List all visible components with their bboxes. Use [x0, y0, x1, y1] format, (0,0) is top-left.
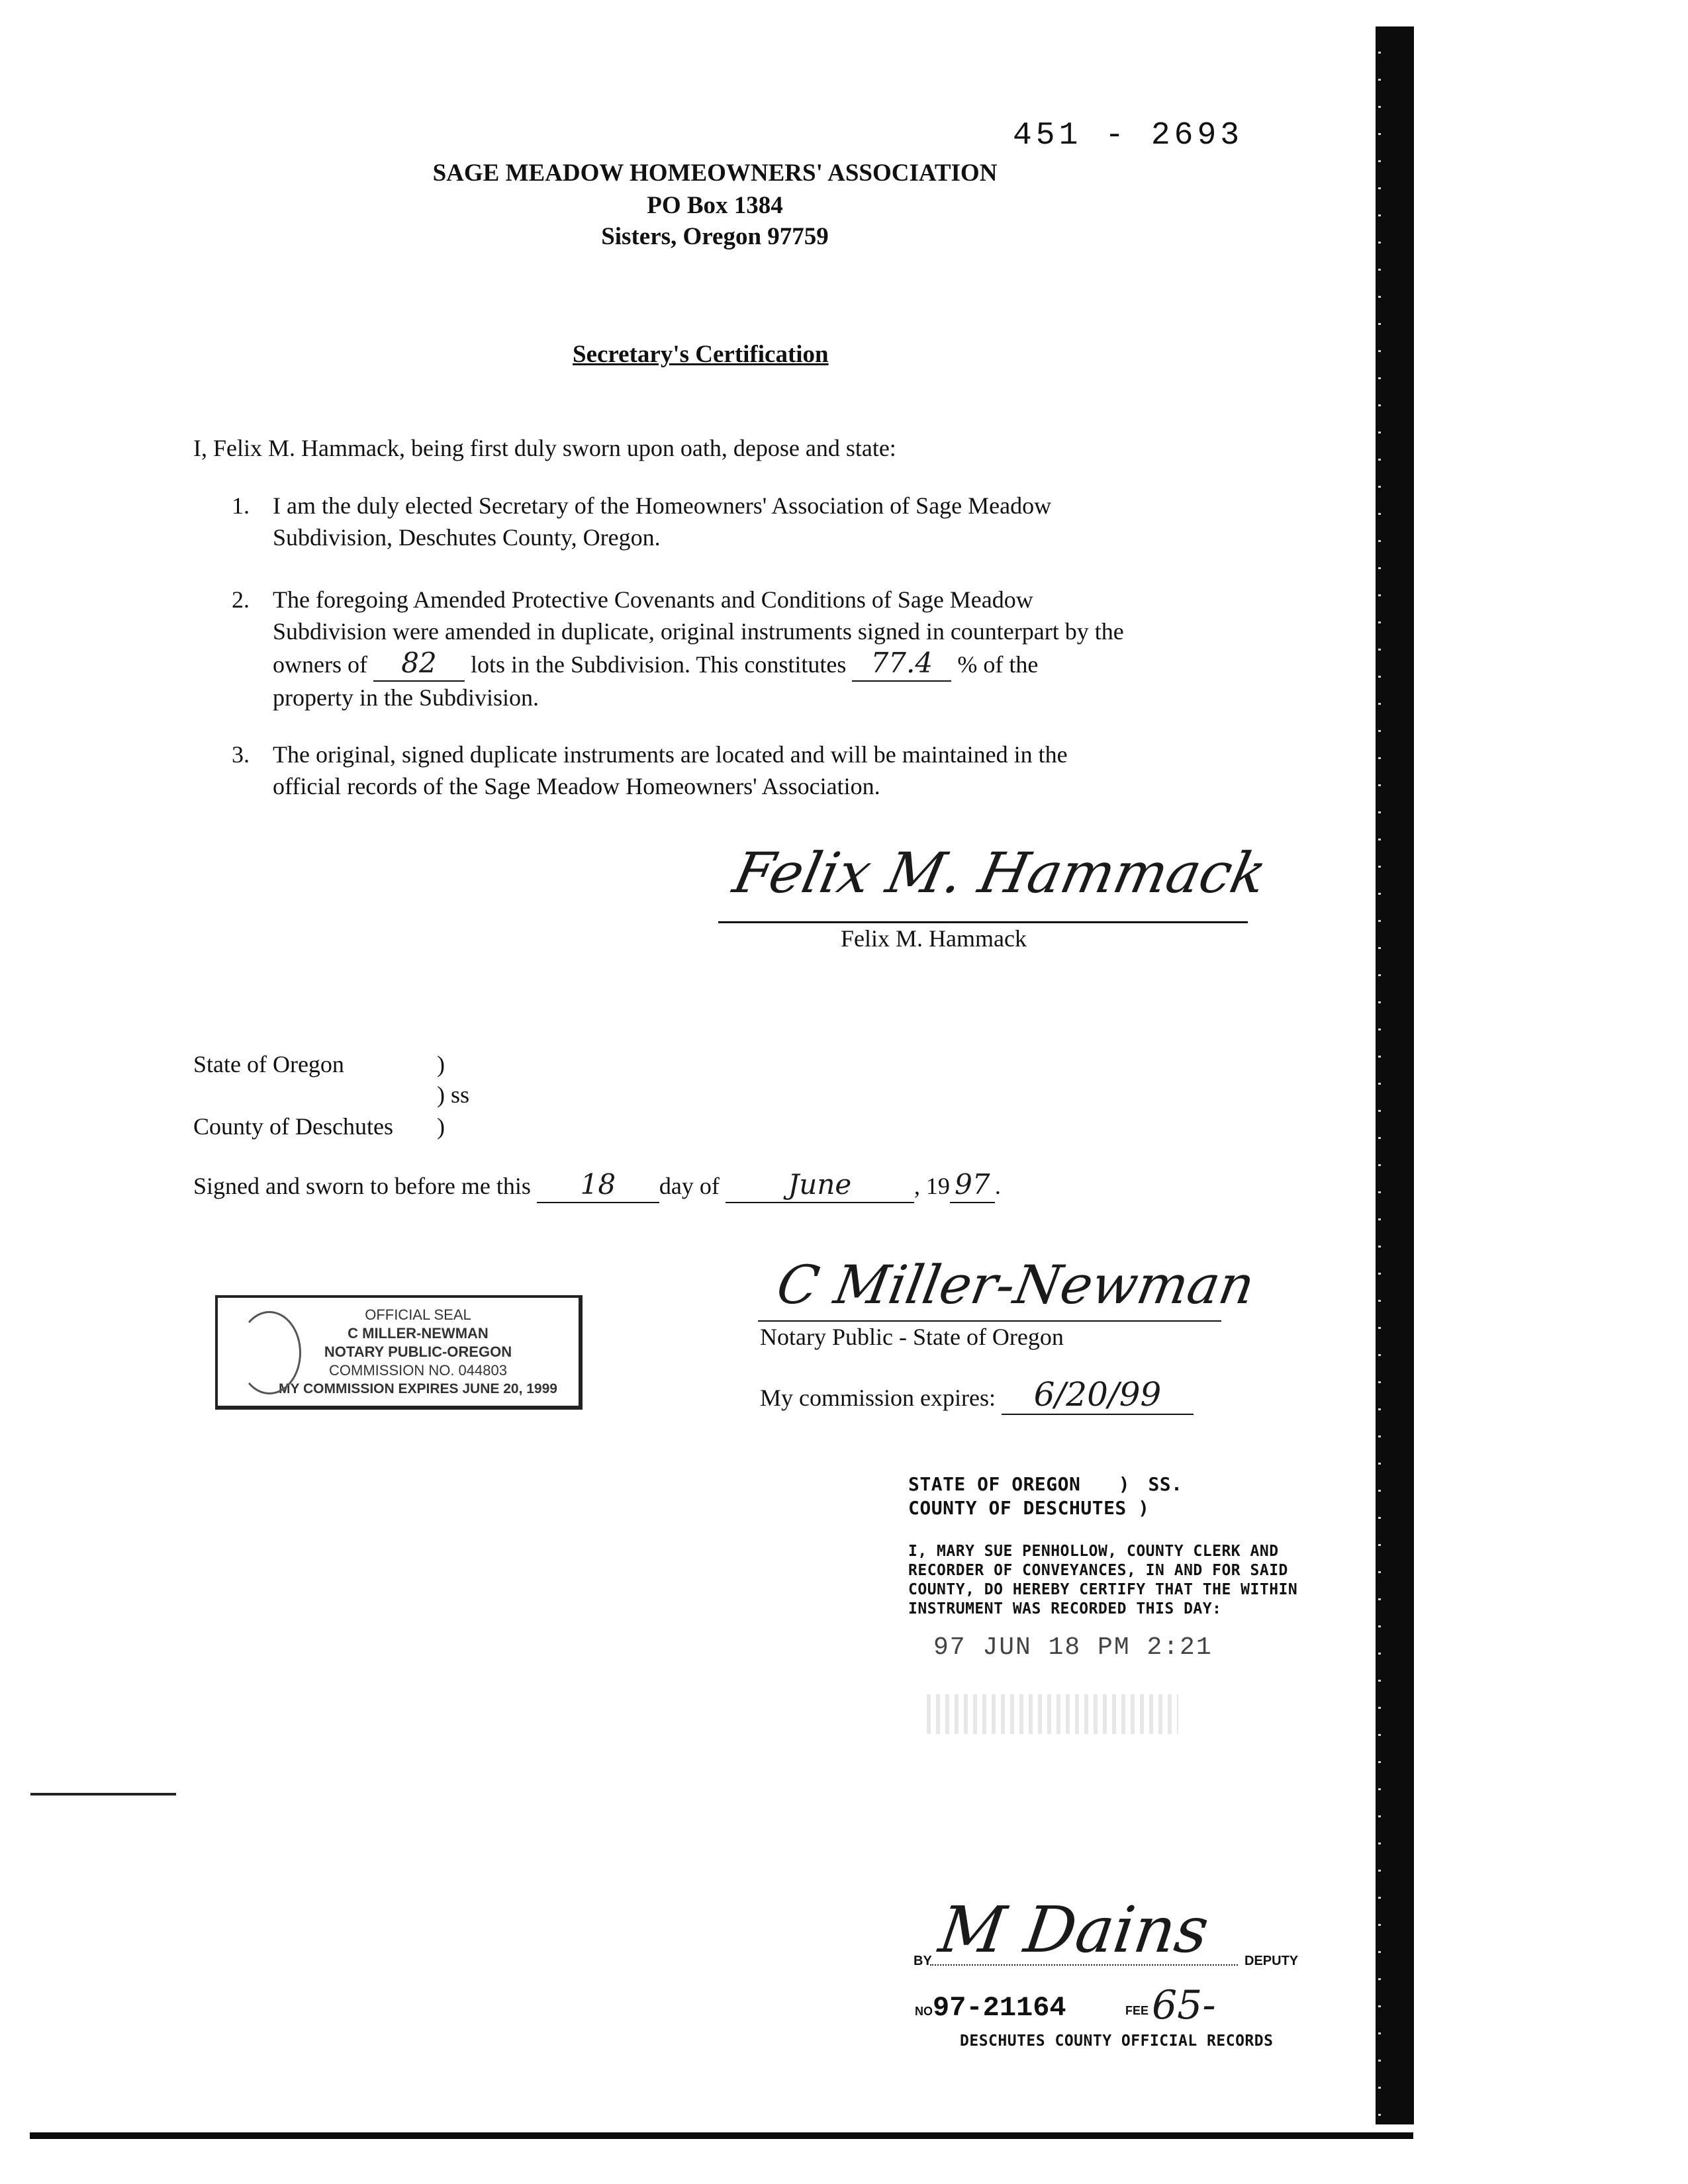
notary-signature: C Miller-Newman: [772, 1254, 1260, 1316]
month-field: [726, 1169, 914, 1203]
seal-line: OFFICIAL SEAL: [365, 1306, 471, 1323]
seal-emblem-icon: [238, 1311, 301, 1394]
venue-ss: ) ss: [437, 1081, 470, 1108]
faded-stamp-mark: [927, 1694, 1178, 1734]
item-number: 2.: [232, 586, 250, 613]
item-text: official records of the Sage Meadow Homeowners' Association.: [273, 773, 880, 799]
lots-field: [373, 647, 465, 682]
seal-line: NOTARY PUBLIC-OREGON: [324, 1343, 512, 1360]
secretary-printed-name: Felix M. Hammack: [841, 925, 1027, 952]
item-number: 3.: [232, 741, 250, 768]
venue-state: State of Oregon: [193, 1051, 344, 1077]
item-text: property in the Subdivision.: [273, 684, 539, 711]
secretary-signature: Felix M. Hammack: [727, 841, 1272, 905]
record-no-value: 97-21164: [933, 1992, 1066, 2024]
deputy-signature-line: [930, 1964, 1238, 1966]
clerk-text-line: I, MARY SUE PENHOLLOW, COUNTY CLERK AND: [908, 1543, 1279, 1560]
clerk-paren: ): [1118, 1473, 1131, 1495]
item-text: The original, signed duplicate instruments are located and will be maintained in the: [273, 741, 1068, 768]
notary-title: Notary Public - State of Oregon: [760, 1324, 1064, 1350]
venue-paren: ): [437, 1051, 445, 1077]
commission-field: [1002, 1375, 1194, 1415]
year-field: [950, 1169, 995, 1203]
month-value: June: [788, 1168, 852, 1201]
clerk-state: [908, 1473, 1183, 1496]
item-text: Subdivision were amended in duplicate, original instruments signed in counterpart by the: [273, 618, 1124, 645]
year-prefix: , 19: [914, 1173, 950, 1199]
clerk-county: COUNTY OF DESCHUTES ): [908, 1497, 1150, 1519]
org-name: SAGE MEADOW HOMEOWNERS' ASSOCIATION: [432, 159, 998, 187]
city-line: Sisters, Oregon 97759: [601, 223, 829, 250]
item-text: % of the: [957, 651, 1039, 678]
scan-left-mark: [30, 1793, 176, 1796]
venue-county: County of Deschutes: [193, 1113, 393, 1140]
item-text: Subdivision, Deschutes County, Oregon.: [273, 524, 661, 551]
lots-value: 82: [401, 647, 437, 679]
percent-field: [852, 647, 951, 682]
deputy-signature: M Dains: [935, 1893, 1213, 1967]
sworn-line: [193, 1169, 1001, 1203]
clerk-ss: SS.: [1148, 1473, 1183, 1495]
scan-bottom-rule: [30, 2132, 1413, 2139]
record-number: 451 - 2693: [1013, 118, 1244, 154]
item-number: 1.: [232, 492, 250, 519]
percent-value: 77.4: [870, 647, 933, 679]
clerk-state-text: STATE OF OREGON: [908, 1473, 1081, 1495]
commission-line: [760, 1375, 1194, 1415]
item-text: lots in the Subdivision. This constitutes: [470, 651, 847, 678]
deputy-label: DEPUTY: [1244, 1954, 1299, 1968]
by-label: BY: [914, 1954, 932, 1968]
year-value: 97: [955, 1168, 990, 1201]
sworn-text: Signed and sworn to before me this: [193, 1173, 531, 1199]
fee-value: 65-: [1152, 1982, 1216, 2028]
notary-seal-stamp: [215, 1295, 583, 1410]
year-suffix: .: [994, 1173, 1001, 1199]
record-no-label: NO: [915, 2005, 933, 2018]
page-title: Secretary's Certification: [573, 341, 829, 368]
clerk-certification: [908, 1542, 1297, 1619]
clerk-text-line: INSTRUMENT WAS RECORDED THIS DAY:: [908, 1600, 1222, 1617]
records-footer: DESCHUTES COUNTY OFFICIAL RECORDS: [960, 2032, 1274, 2050]
item-text: I am the duly elected Secretary of the Homeowners' Association of Sage Meadow: [273, 492, 1052, 519]
clerk-text-line: COUNTY, DO HEREBY CERTIFY THAT THE WITHIN: [908, 1581, 1298, 1598]
seal-line: MY COMMISSION EXPIRES JUNE 20, 1999: [279, 1381, 557, 1396]
day-field: [537, 1169, 659, 1203]
seal-line: COMMISSION NO. 044803: [329, 1362, 507, 1379]
clerk-text-line: RECORDER OF CONVEYANCES, IN AND FOR SAID: [908, 1562, 1288, 1579]
commission-value: 6/20/99: [1033, 1375, 1162, 1414]
po-box: PO Box 1384: [647, 192, 783, 219]
list-item: [232, 584, 1124, 713]
day-of-text: day of: [659, 1173, 720, 1199]
recording-stamp: 97 JUN 18 PM 2:21: [933, 1633, 1213, 1662]
day-value: 18: [580, 1168, 616, 1201]
list-item: [232, 490, 1051, 553]
venue-paren: ): [437, 1113, 445, 1140]
item-text: owners of: [273, 651, 367, 678]
intro-paragraph: I, Felix M. Hammack, being first duly sworn upon oath, depose and state:: [193, 435, 896, 461]
fee-label: FEE: [1125, 2004, 1149, 2017]
scan-edge-bar: [1376, 26, 1414, 2124]
record-no: [915, 1992, 1066, 2024]
seal-line: C MILLER-NEWMAN: [348, 1325, 489, 1342]
item-text: The foregoing Amended Protective Covenants and Conditions of Sage Meadow: [273, 586, 1033, 613]
commission-label: My commission expires:: [760, 1385, 996, 1411]
list-item: [232, 739, 1068, 802]
scan-edge-speckle: [1378, 26, 1381, 2124]
